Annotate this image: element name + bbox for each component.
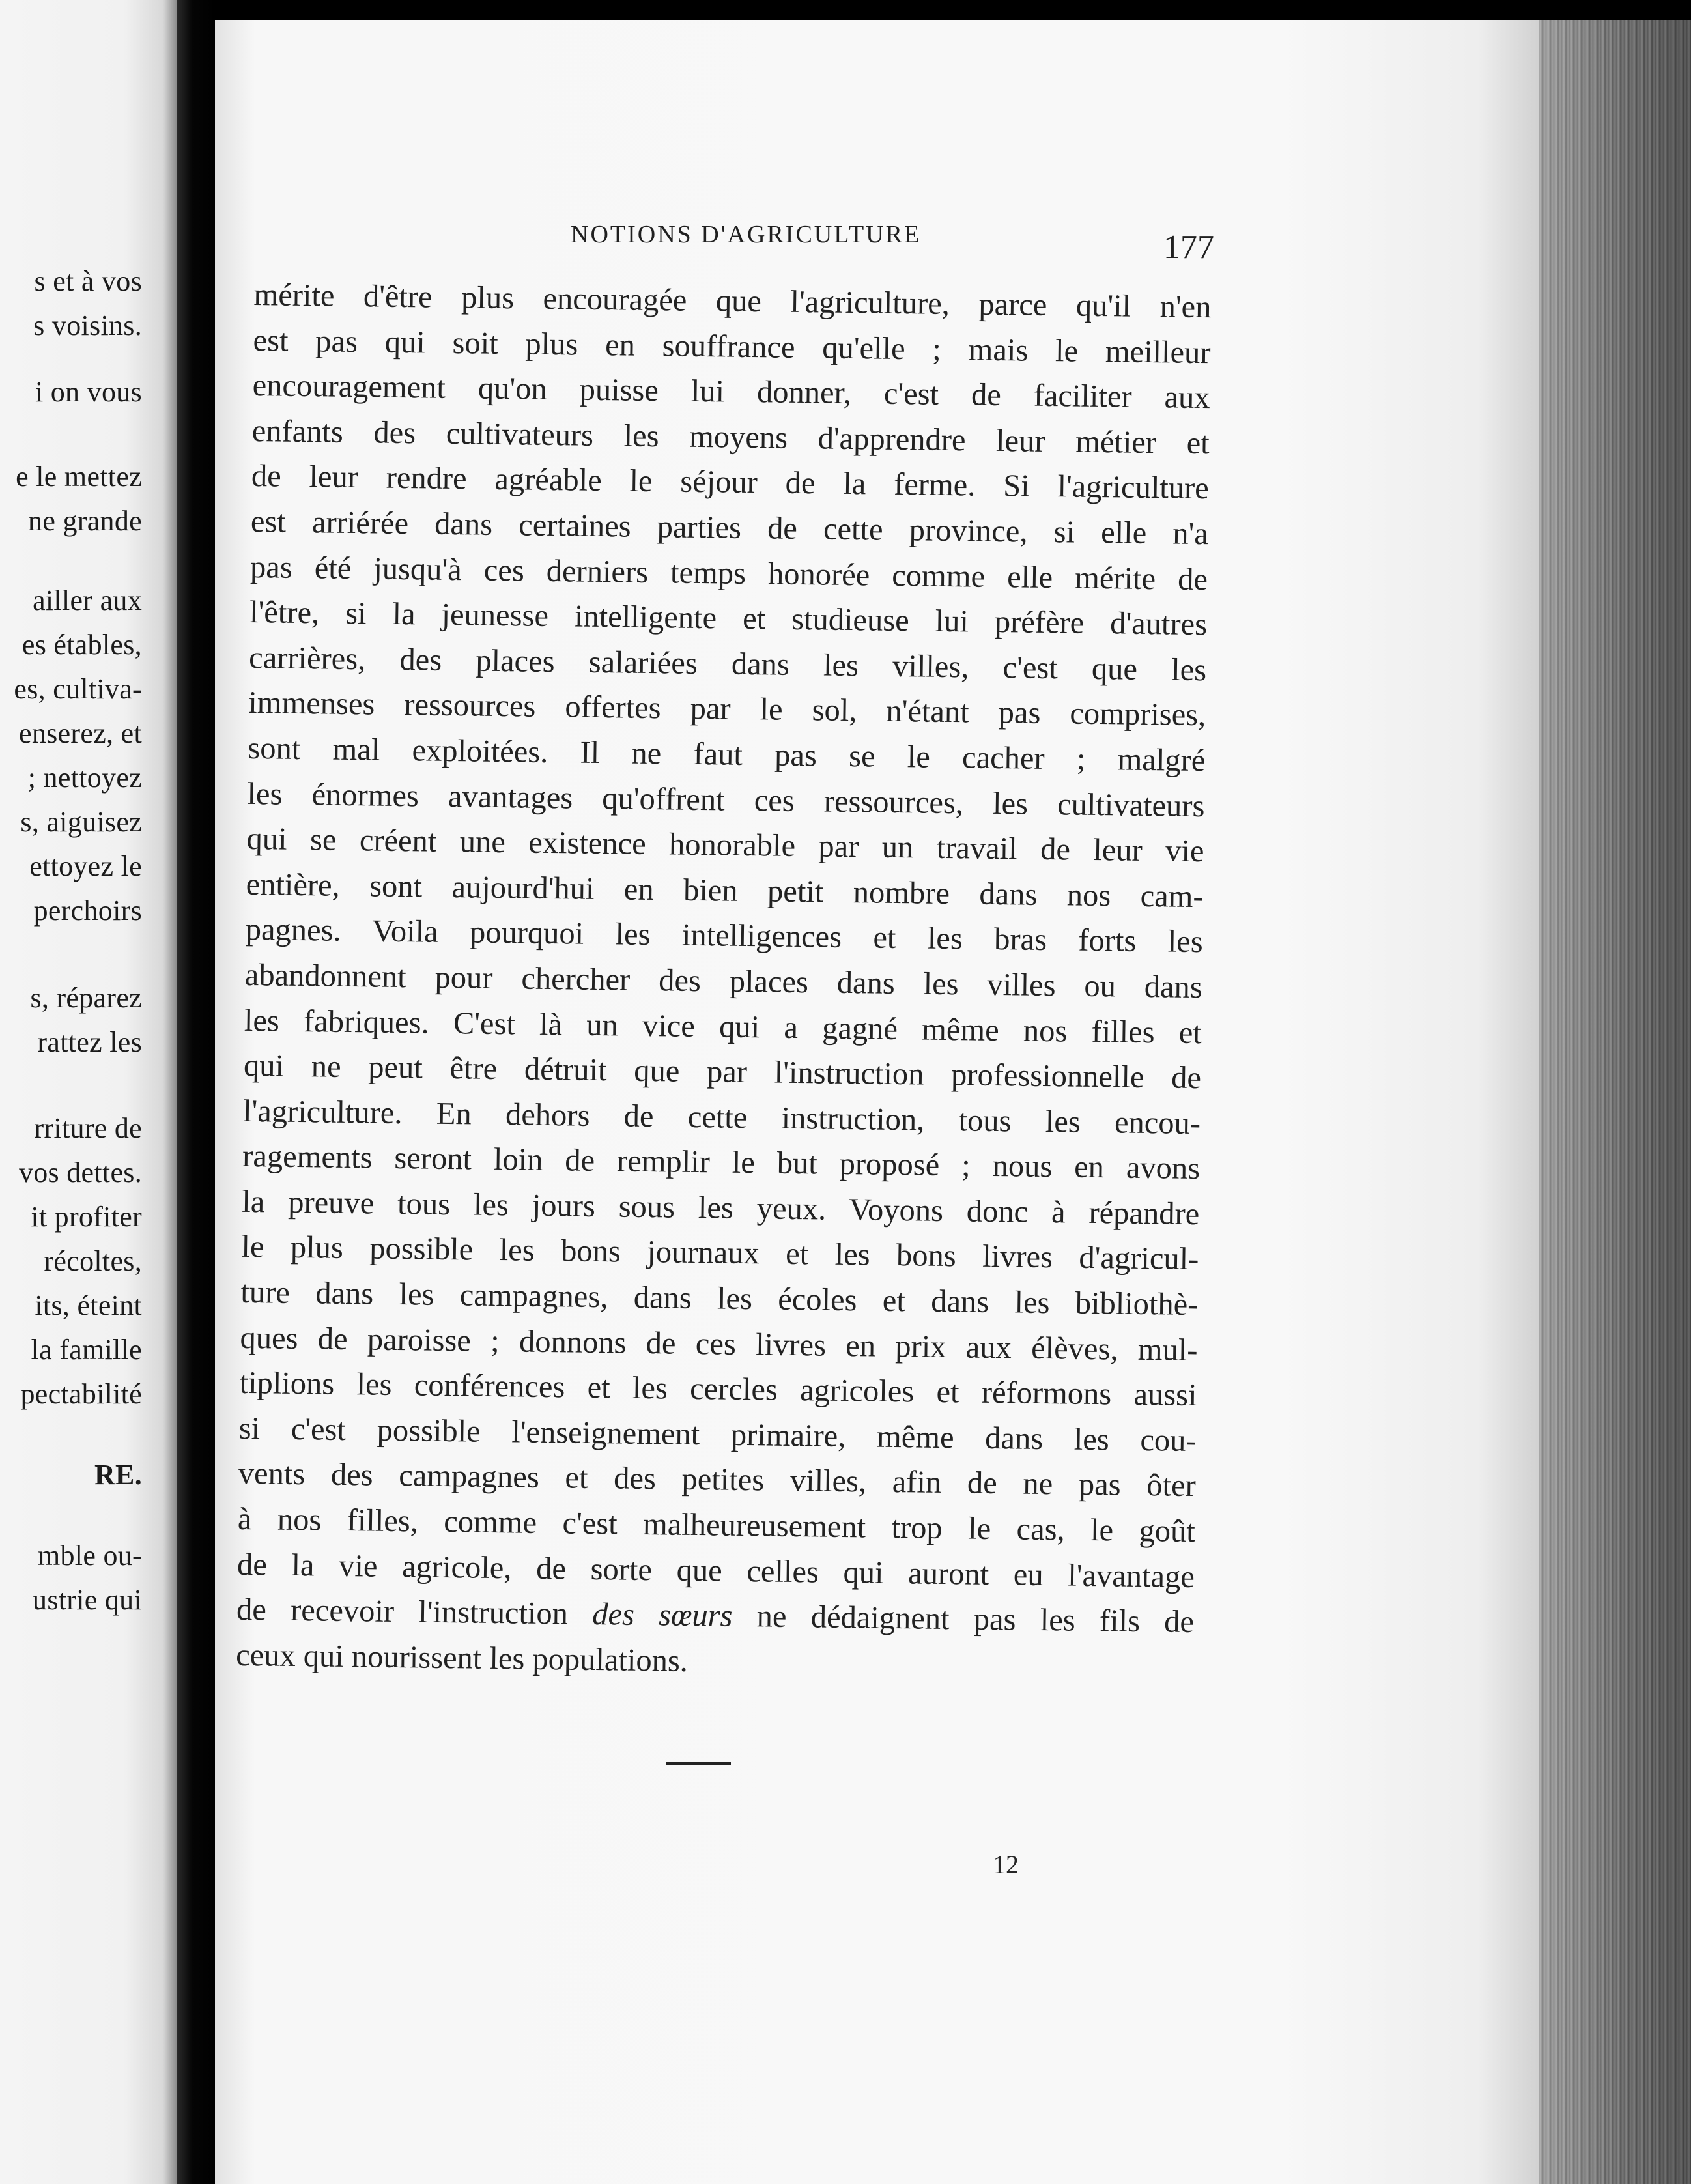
body-line: les fabriques. C'est là un vice qui a gagné même nos filles et: [244, 1003, 1202, 1050]
body-line: de leur rendre agréable le séjour de la ferme. Si l'agriculture: [251, 459, 1210, 506]
signature-mark: 12: [993, 1850, 1019, 1879]
body-line: ragements seront loin de remplir le but proposé ; nous en avons: [242, 1139, 1201, 1186]
body-line: pas été jusqu'à ces derniers temps honorée comme elle mérite de: [249, 549, 1208, 597]
body-line: abandonnent pour chercher des places dans les villes ou dans: [244, 957, 1203, 1005]
previous-page-line: mble ou-: [37, 1540, 142, 1572]
previous-page-line: RE.: [94, 1459, 142, 1491]
body-line: pagnes. Voila pourquoi les intelligences et les bras forts les: [245, 912, 1204, 960]
body-line: qui ne peut être détruit que par l'instruction professionnelle de: [243, 1048, 1202, 1096]
body-line: encouragement qu'on puisse lui donner, c'est de faciliter aux: [252, 368, 1210, 416]
previous-page-line: ustrie qui: [33, 1584, 142, 1616]
body-line-segment: de recevoir l'instruction: [236, 1592, 593, 1632]
previous-page-line: vos dettes.: [18, 1157, 142, 1188]
body-line: entière, sont aujourd'hui en bien petit nombre dans nos cam-: [246, 867, 1204, 914]
previous-page-line: rattez les: [37, 1026, 142, 1058]
body-line: tiplions les conférences et les cercles agricoles et réformons aussi: [239, 1366, 1197, 1413]
previous-page-line: e le mettez: [16, 461, 142, 493]
body-line: l'agriculture. En dehors de cette instruction, tous les encou-: [242, 1093, 1201, 1141]
body-line: est arriérée dans certaines parties de cette province, si elle n'a: [250, 504, 1209, 552]
body-line: mérite d'être plus encouragée que l'agriculture, parce qu'il n'en: [253, 277, 1212, 325]
previous-page-line: la famille: [31, 1334, 142, 1366]
previous-page-line: s voisins.: [33, 309, 142, 341]
book-gutter: [177, 0, 215, 2184]
previous-page-line: ne grande: [28, 505, 142, 537]
previous-page-line: s, réparez: [30, 982, 142, 1014]
body-line: si c'est possible l'enseignement primaire, même dans les cou-: [238, 1411, 1197, 1458]
body-line-last: ceux qui nourissent les populations.: [235, 1637, 689, 1678]
page-number: 177: [1163, 229, 1214, 266]
body-line: l'être, si la jeunesse intelligente et studieuse lui préfère d'autres: [249, 595, 1208, 642]
previous-page-line: rriture de: [34, 1112, 142, 1144]
body-line: ture dans les campagnes, dans les écoles et dans les bibliothè-: [240, 1274, 1199, 1323]
previous-page-line: es, cultiva-: [14, 673, 142, 705]
body-line: enfants des cultivateurs les moyens d'apprendre leur métier et: [251, 413, 1210, 461]
previous-page-line: ailler aux: [33, 584, 142, 616]
previous-page-fragment: [0, 0, 177, 2184]
previous-page-line: its, éteint: [35, 1289, 142, 1321]
body-line: sont mal exploitées. Il ne faut pas se le cacher ; malgré: [248, 730, 1206, 779]
previous-page-line: it profiter: [31, 1201, 142, 1233]
body-line: ques de paroisse ; donnons de ces livres en prix aux élèves, mul-: [240, 1320, 1198, 1368]
previous-page-line: ettoyez le: [29, 850, 142, 882]
body-line: la preuve tous les jours sous les yeux. Voyons donc à répandre: [241, 1184, 1200, 1231]
body-line: le plus possible les bons journaux et les bons livres d'agricul-: [241, 1229, 1199, 1277]
body-line: est pas qui soit plus en souffrance qu'elle ; mais le meilleur: [253, 323, 1211, 370]
running-head: NOTIONS D'AGRICULTURE: [571, 221, 922, 248]
section-separator-rule: [666, 1762, 731, 1765]
previous-page-line: pectabilité: [20, 1378, 142, 1410]
previous-page-line: récoltes,: [44, 1245, 142, 1277]
body-line-segment: ne dédaignent pas les fils de: [732, 1599, 1195, 1640]
previous-page-line: s, aiguisez: [20, 806, 142, 838]
previous-page-line: s et à vos: [34, 265, 142, 297]
body-line: vents des campagnes et des petites villes, afin de ne pas ôter: [238, 1456, 1197, 1504]
body-line: de la vie agricole, de sorte que celles qui auront eu l'avantage: [236, 1547, 1195, 1594]
body-text: [236, 272, 1212, 1690]
body-line: à nos filles, comme c'est malheureusement trop le cas, le goût: [237, 1501, 1196, 1549]
previous-page-line: i on vous: [35, 376, 142, 408]
previous-page-line: enserez, et: [19, 717, 142, 749]
body-line: carrières, des places salariées dans les villes, c'est que les: [248, 640, 1207, 687]
previous-page-line: perchoirs: [33, 895, 142, 927]
previous-page-line: ; nettoyez: [27, 762, 142, 794]
body-line: qui se créent une existence honorable par un travail de leur vie: [246, 822, 1204, 869]
body-line: immenses ressources offertes par le sol, n'étant pas comprises,: [248, 685, 1206, 733]
previous-page-line: es étables,: [21, 629, 142, 661]
page-edges-shade: [1539, 20, 1691, 2184]
body-line: les énormes avantages qu'offrent ces ressources, les cultivateurs: [247, 776, 1205, 824]
italic-phrase: des sœurs: [591, 1597, 733, 1634]
